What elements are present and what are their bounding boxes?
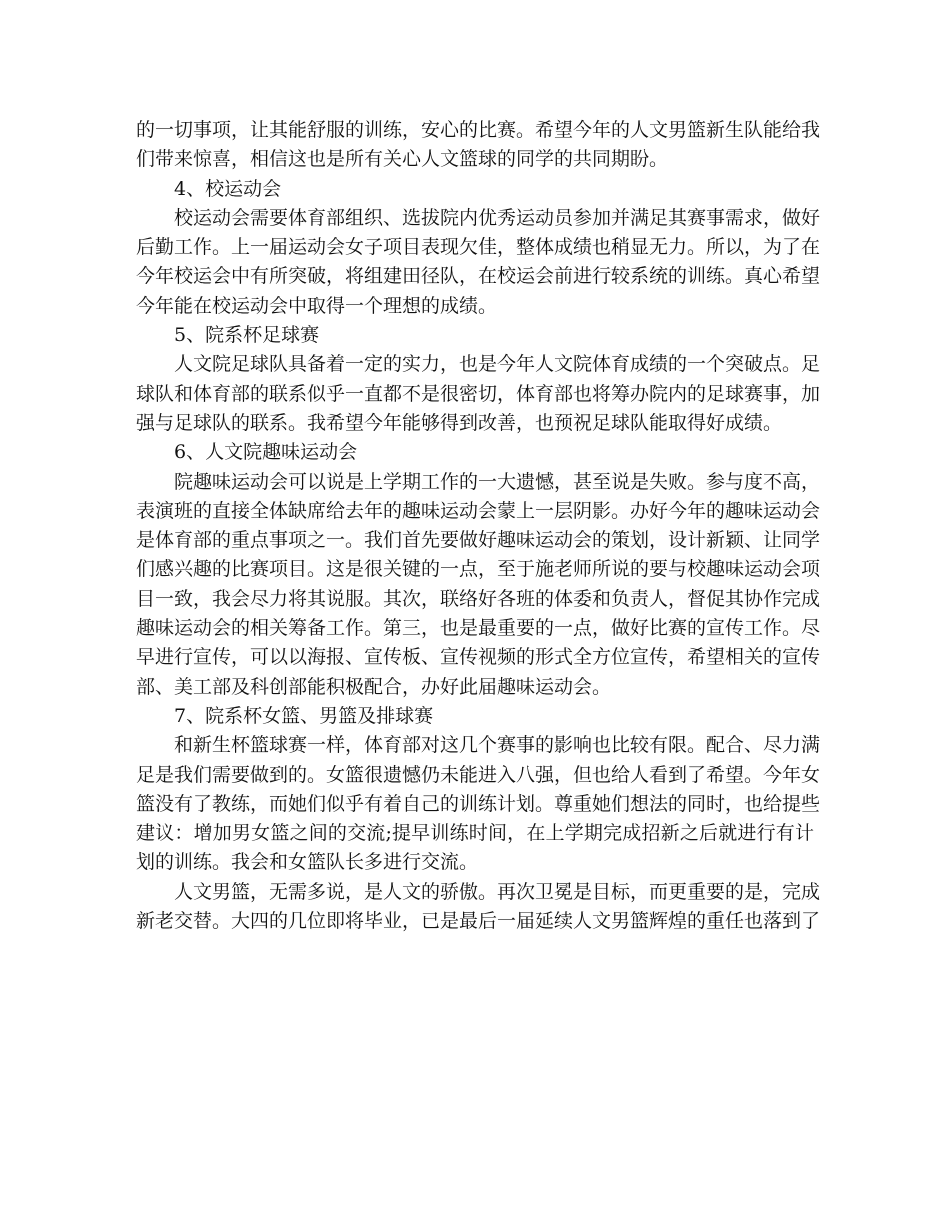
paragraph-line: 人文男篮，无需多说，是人文的骄傲。再次卫冕是目标，而更重要的是，完成 [174,880,821,903]
paragraph-line: 校运动会需要体育部组织、选拔院内优秀运动员参加并满足其赛事需求，做好 [174,206,821,229]
paragraph-line: 目一致，我会尽力将其说服。其次，联络好各班的体委和负责人，督促其协作完成 [136,587,821,610]
paragraph-line: 强与足球队的联系。我希望今年能够得到改善，也预祝足球队能取得好成绩。 [136,411,783,434]
paragraph-line: 今年能在校运动会中取得一个理想的成绩。 [136,294,498,317]
document-page [136,116,821,936]
section-heading: 7、院系杯女篮、男篮及排球赛 [174,704,434,727]
paragraph-line: 今年校运会中有所突破，将组建田径队，在校运会前进行较系统的训练。真心希望 [136,265,821,288]
paragraph-line: 们带来惊喜，相信这也是所有关心人文篮球的同学的共同期盼。 [136,148,669,171]
paragraph-line: 足是我们需要做到的。女篮很遗憾仍未能进入八强，但也给人看到了希望。今年女 [136,763,821,786]
paragraph-line: 人文院足球队具备着一定的实力，也是今年人文院体育成绩的一个突破点。足 [174,353,821,376]
paragraph-line: 的一切事项，让其能舒服的训练，安心的比赛。希望今年的人文男篮新生队能给我 [136,119,821,141]
paragraph-line: 后勤工作。上一届运动会女子项目表现欠佳，整体成绩也稍显无力。所以，为了在 [136,236,821,259]
paragraph-line: 建议：增加男女篮之间的交流;提早训练时间，在上学期完成招新之后就进行有计 [136,822,814,845]
paragraph-line: 划的训练。我会和女篮队长多进行交流。 [136,851,479,874]
paragraph-line: 院趣味运动会可以说是上学期工作的一大遗憾，甚至说是失败。参与度不高， [174,470,821,493]
paragraph-line: 是体育部的重点事项之一。我们首先要做好趣味运动会的策划，设计新颖、让同学 [136,529,821,552]
paragraph-line: 新老交替。大四的几位即将毕业，已是最后一届延续人文男篮辉煌的重任也落到了 [136,910,821,933]
paragraph-line: 们感兴趣的比赛项目。这是很关键的一点，至于施老师所说的要与校趣味运动会项 [136,558,821,581]
section-heading: 4、校运动会 [174,177,282,200]
paragraph-line: 和新生杯篮球赛一样，体育部对这几个赛事的影响也比较有限。配合、尽力满 [174,734,821,757]
section-heading: 6、人文院趣味运动会 [174,441,358,464]
paragraph-line: 部、美工部及科创部能积极配合，办好此届趣味运动会。 [136,675,612,698]
paragraph-line: 表演班的直接全体缺席给去年的趣味运动会蒙上一层阴影。办好今年的趣味运动会 [136,499,821,522]
section-heading: 5、院系杯足球赛 [174,324,320,347]
paragraph-line: 早进行宣传，可以以海报、宣传板、宣传视频的形式全方位宣传，希望相关的宣传 [136,646,821,669]
paragraph-line: 球队和体育部的联系似乎一直都不是很密切，体育部也将筹办院内的足球赛事，加 [136,382,821,405]
paragraph-line: 趣味运动会的相关筹备工作。第三，也是最重要的一点，做好比赛的宣传工作。尽 [136,617,821,640]
paragraph-line: 篮没有了教练，而她们似乎有着自己的训练计划。尊重她们想法的同时，也给提些 [136,792,821,815]
